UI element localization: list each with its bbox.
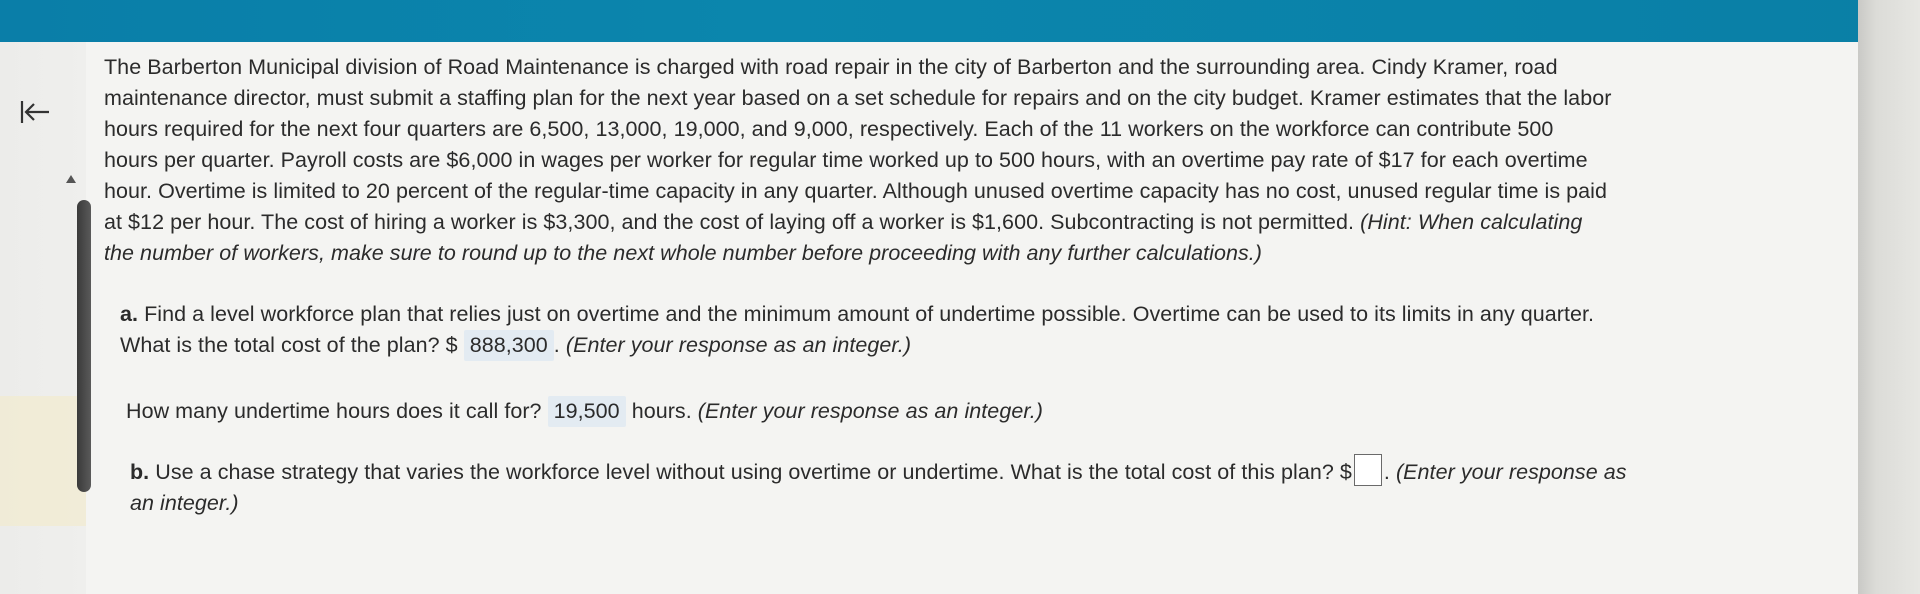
first-page-arrow-icon[interactable] — [12, 92, 58, 132]
part-b-label: b. — [130, 460, 150, 484]
problem-line: maintenance director, must submit a staffing plan for the next year based on a set schedule for repairs and on the city budget. Kramer estimates that the labor — [104, 86, 1612, 110]
left-gutter-highlight — [0, 396, 86, 526]
part-a-text: Find a level workforce plan that relies just on overtime and the minimum amount of undertime possible. Overtime can be used to its limits in any quarter. — [144, 302, 1595, 326]
problem-line: hour. Overtime is limited to 20 percent of the regular-time capacity in any quarter. Although unused overtime capacity has no cost, unused regular time is paid — [104, 179, 1607, 203]
undertime-instruction: (Enter your response as an integer.) — [697, 399, 1043, 423]
part-a-cost-line — [120, 330, 1860, 361]
part-b-instruction: (Enter your response as — [1395, 460, 1627, 484]
scrollbar-thumb[interactable] — [77, 200, 91, 492]
problem-line: hours required for the next four quarters are 6,500, 13,000, 19,000, and 9,000, respectively. Each of the 11 workers on the workforce can contribute 500 — [104, 117, 1554, 141]
hint-text: (Hint: When calculating — [1360, 210, 1583, 234]
undertime-unit: hours. — [631, 399, 692, 423]
part-b-instruction-cont: an integer.) — [130, 491, 239, 515]
top-header-bar — [0, 0, 1920, 42]
undertime-question — [126, 396, 1866, 427]
problem-line-text: at $12 per hour. The cost of hiring a worker is $3,300, and the cost of laying off a worker is $1,600. Subcontracting is not permitted. — [104, 210, 1355, 234]
problem-line: hours per quarter. Payroll costs are $6,000 in wages per worker for regular time worked up to 500 hours, with an overtime pay rate of $17 for each overtime — [104, 148, 1588, 172]
part-a-cost-answer[interactable]: 888,300 — [464, 330, 554, 361]
part-a-cost-prompt: What is the total cost of the plan? $ — [120, 333, 458, 357]
problem-line: The Barberton Municipal division of Road Maintenance is charged with road repair in the city of Barberton and the surrounding area. Cindy Kramer, road — [104, 55, 1558, 79]
part-a-line — [120, 299, 1860, 330]
undertime-line — [126, 399, 1043, 423]
part-a-period: . — [553, 333, 560, 357]
problem-line — [104, 207, 1864, 238]
part-b-line — [130, 454, 1870, 488]
part-b-question — [130, 454, 1870, 519]
undertime-prompt: How many undertime hours does it call for? — [126, 399, 542, 423]
part-a-question — [120, 299, 1860, 361]
hint-text: the number of workers, make sure to round up to the next whole number before proceeding with any further calculations.) — [104, 241, 1263, 265]
undertime-answer[interactable]: 19,500 — [548, 396, 626, 427]
part-b-text: Use a chase strategy that varies the workforce level without using overtime or undertime. What is the total cost of this plan? $ — [155, 460, 1352, 484]
part-b-cost-input[interactable] — [1354, 454, 1382, 486]
scroll-up-arrow-icon[interactable] — [64, 172, 78, 186]
part-b-period: . — [1383, 460, 1390, 484]
part-a-instruction: (Enter your response as an integer.) — [565, 333, 912, 357]
problem-statement — [104, 52, 1864, 269]
part-a-label: a. — [120, 302, 139, 326]
